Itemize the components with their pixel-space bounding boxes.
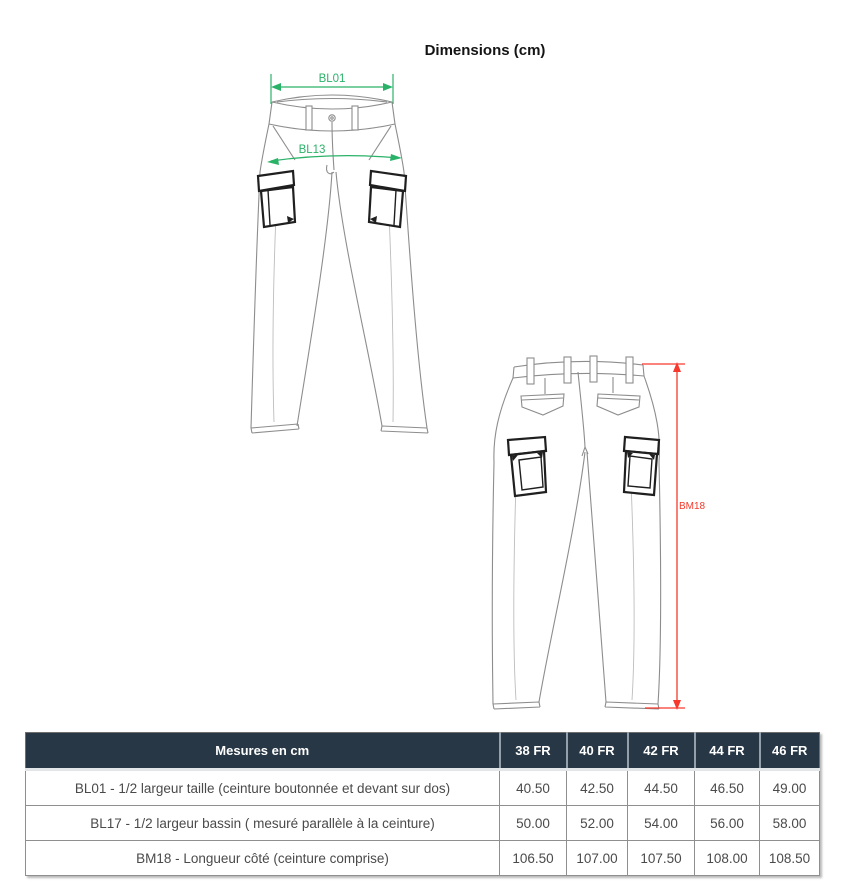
- table-row: [26, 770, 820, 806]
- dimension-label-bl13: BL13: [298, 144, 326, 156]
- header-size-46fr: 46 FR: [760, 733, 820, 770]
- measure-label-cell: BL01 - 1/2 largeur taille (ceinture boutonnée et devant sur dos): [26, 770, 500, 806]
- measure-value-cell: 42.50: [567, 770, 628, 806]
- measure-value-cell: 56.00: [695, 806, 760, 841]
- measure-value-cell: 108.50: [760, 841, 820, 876]
- dimension-label-bl01: BL01: [318, 73, 346, 85]
- measure-value-cell: 50.00: [500, 806, 567, 841]
- measure-value-cell: 108.00: [695, 841, 760, 876]
- table-header-row: [26, 733, 820, 770]
- dimension-label-bm18: BM18: [679, 501, 706, 512]
- measure-value-cell: 106.50: [500, 841, 567, 876]
- pants-front-drawing-icon: [240, 60, 445, 455]
- measure-value-cell: 40.50: [500, 770, 567, 806]
- measure-value-cell: 44.50: [628, 770, 695, 806]
- header-size-44fr: 44 FR: [695, 733, 760, 770]
- size-measurements-table: [25, 732, 820, 876]
- header-size-38fr: 38 FR: [500, 733, 567, 770]
- dimension-bm18-arrow: [642, 364, 685, 708]
- measure-value-cell: 54.00: [628, 806, 695, 841]
- measure-value-cell: 46.50: [695, 770, 760, 806]
- measure-value-cell: 107.00: [567, 841, 628, 876]
- measure-label-cell: BL17 - 1/2 largeur bassin ( mesuré parallèle à la ceinture): [26, 806, 500, 841]
- table-row: [26, 841, 820, 876]
- header-measures: Mesures en cm: [26, 733, 500, 770]
- measure-value-cell: 49.00: [760, 770, 820, 806]
- measure-label-cell: BM18 - Longueur côté (ceinture comprise): [26, 841, 500, 876]
- measure-value-cell: 58.00: [760, 806, 820, 841]
- page-title: Dimensions (cm): [424, 42, 546, 59]
- measure-value-cell: 52.00: [567, 806, 628, 841]
- header-size-42fr: 42 FR: [628, 733, 695, 770]
- table-row: [26, 806, 820, 841]
- pants-back-drawing-icon: [485, 352, 710, 727]
- measure-value-cell: 107.50: [628, 841, 695, 876]
- header-size-40fr: 40 FR: [567, 733, 628, 770]
- dimension-bl13-arrow: [271, 156, 398, 161]
